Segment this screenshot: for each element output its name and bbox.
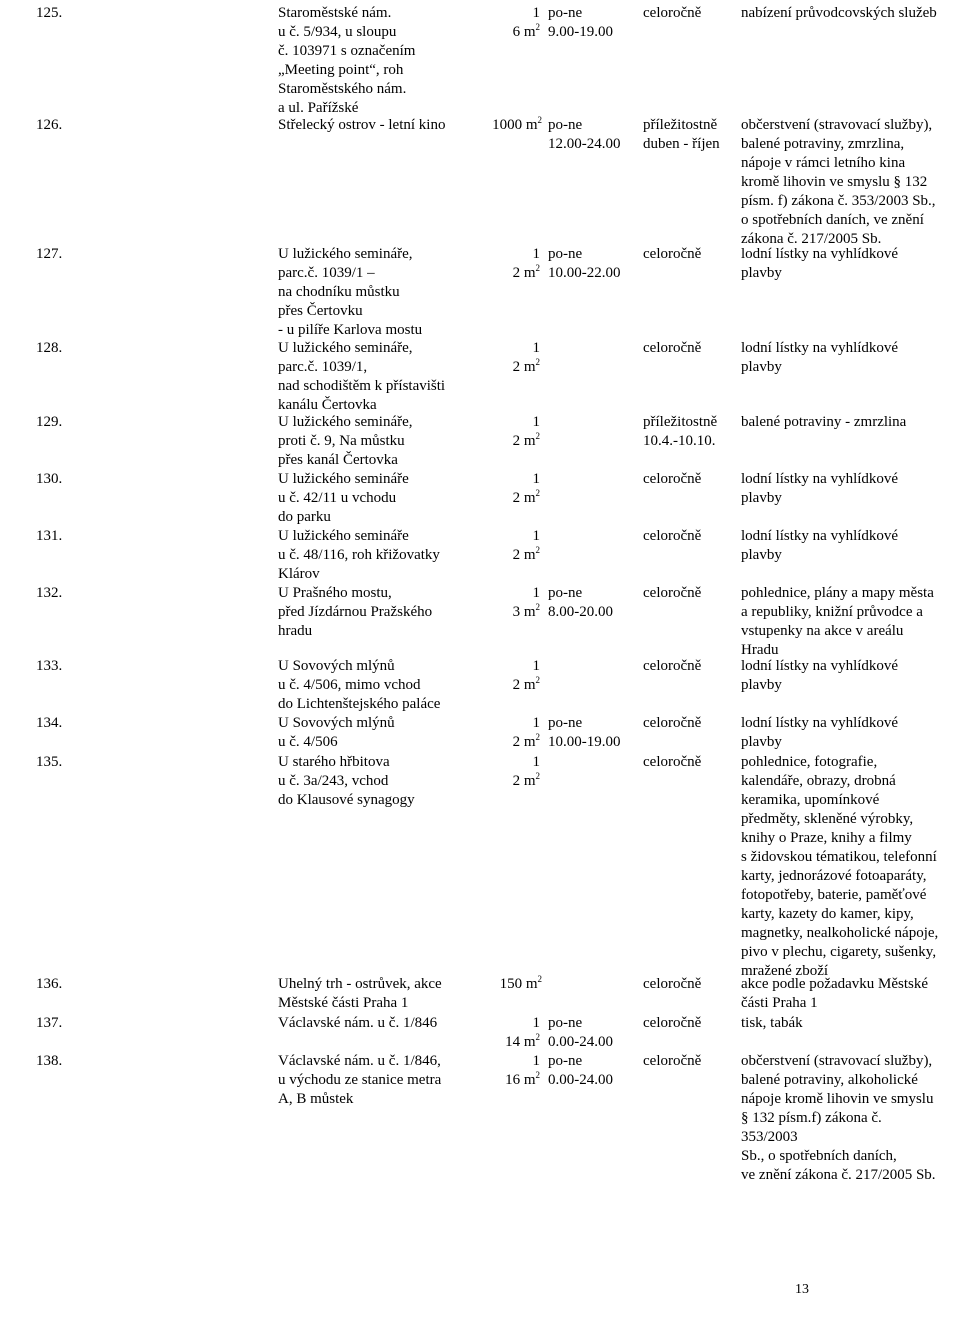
goods-line: knihy o Praze, knihy a filmy xyxy=(741,830,912,846)
goods-line: s židovskou tématikou, telefonní xyxy=(741,849,937,865)
area-cell xyxy=(470,116,542,135)
goods-cell xyxy=(741,339,953,377)
row-number: 129. xyxy=(36,414,63,430)
location-line: Staroměstského nám. xyxy=(278,81,407,97)
time-line: 9.00-19.00 xyxy=(548,24,613,40)
goods-line: plavby xyxy=(741,359,782,375)
page-number: 13 xyxy=(795,1282,809,1297)
location-line: Staroměstské nám. xyxy=(278,5,392,21)
location-line: na chodníku můstku xyxy=(278,284,400,300)
goods-line: balené potraviny, alkoholické xyxy=(741,1072,918,1088)
period-line: celoročně xyxy=(643,976,702,992)
area-exponent: 2 xyxy=(535,771,540,781)
goods-line: 353/2003 xyxy=(741,1129,798,1145)
goods-cell xyxy=(741,657,953,695)
location-line: U lužického semináře, xyxy=(278,414,413,430)
location-line: U lužického semináře, xyxy=(278,246,413,262)
time-line: 10.00-22.00 xyxy=(548,265,621,281)
goods-line: ve znění zákona č. 217/2005 Sb. xyxy=(741,1167,936,1183)
area-cell xyxy=(480,1052,540,1090)
stand-area: 2 $m^2$ xyxy=(512,263,540,281)
area-cell xyxy=(480,339,540,377)
location-line: parc.č. 1039/1 – xyxy=(278,265,375,281)
goods-cell xyxy=(741,470,953,508)
period-cell xyxy=(643,975,733,994)
row-number: 126. xyxy=(36,117,63,133)
time-line: po-ne xyxy=(548,585,583,601)
period-line: celoročně xyxy=(643,585,702,601)
goods-line: § 132 písm.f) zákona č. xyxy=(741,1110,882,1126)
location-line: do Klausové synagogy xyxy=(278,792,415,808)
period-cell xyxy=(643,245,733,264)
time-cell xyxy=(548,245,638,283)
goods-line: občerstvení (stravovací služby), xyxy=(741,117,933,133)
period-cell xyxy=(643,753,733,772)
goods-line: zákona č. 217/2005 Sb. xyxy=(741,231,882,247)
stand-count: 1 xyxy=(532,246,540,262)
location-line: před Jízdárnou Pražského xyxy=(278,604,433,620)
location-line: u východu ze stanice metra xyxy=(278,1072,442,1088)
time-line: po-ne xyxy=(548,1053,583,1069)
row-number: 132. xyxy=(36,585,63,601)
stand-count: 1 xyxy=(532,471,540,487)
row-number: 137. xyxy=(36,1015,63,1031)
goods-line: fotopotřeby, baterie, paměťové xyxy=(741,887,927,903)
stand-area: 150 $m^2$ xyxy=(499,974,542,992)
location-line: A, B můstek xyxy=(278,1091,354,1107)
location-cell xyxy=(278,753,460,810)
location-line: U Prašného mostu, xyxy=(278,585,392,601)
stand-area: 1000 $m^2$ xyxy=(492,115,542,133)
row-number: 128. xyxy=(36,340,63,356)
area-exponent: 2 xyxy=(535,1032,540,1042)
goods-line: plavby xyxy=(741,734,782,750)
period-line: celoročně xyxy=(643,528,702,544)
period-cell xyxy=(643,584,733,603)
goods-line: lodní lístky na vyhlídkové xyxy=(741,528,899,544)
location-cell xyxy=(278,584,460,641)
location-cell xyxy=(278,975,460,1013)
location-cell xyxy=(278,1014,460,1033)
area-cell xyxy=(480,1014,540,1052)
location-cell xyxy=(278,245,460,340)
period-line: příležitostně xyxy=(643,414,718,430)
row-number: 134. xyxy=(36,715,63,731)
goods-line: lodní lístky na vyhlídkové xyxy=(741,658,899,674)
period-line: celoročně xyxy=(643,5,702,21)
area-exponent: 2 xyxy=(535,545,540,555)
location-cell xyxy=(278,4,460,118)
period-cell xyxy=(643,470,733,489)
location-line: Václavské nám. u č. 1/846 xyxy=(278,1015,438,1031)
goods-line: plavby xyxy=(741,490,782,506)
stand-area: 2 $m^2$ xyxy=(512,357,540,375)
location-line: hradu xyxy=(278,623,313,639)
period-cell xyxy=(643,339,733,358)
goods-line: plavby xyxy=(741,265,782,281)
stand-count: 1 xyxy=(532,658,540,674)
area-exponent: 2 xyxy=(535,602,540,612)
row-number: 125. xyxy=(36,5,63,21)
goods-cell xyxy=(741,245,953,283)
location-line: Klárov xyxy=(278,566,320,582)
location-line: U starého hřbitova xyxy=(278,754,390,770)
period-line: celoročně xyxy=(643,471,702,487)
time-cell xyxy=(548,1014,638,1052)
location-line: - u pilíře Karlova mostu xyxy=(278,322,423,338)
row-number: 135. xyxy=(36,754,63,770)
stand-count: 1 xyxy=(532,1015,540,1031)
stand-area: 2 $m^2$ xyxy=(512,732,540,750)
time-cell xyxy=(548,116,638,154)
goods-line: Sb., o spotřebních daních, xyxy=(741,1148,897,1164)
area-cell xyxy=(480,714,540,752)
area-exponent: 2 xyxy=(535,488,540,498)
goods-cell xyxy=(741,116,953,249)
stand-area: 2 $m^2$ xyxy=(512,545,540,563)
location-line: přes kanál Čertovka xyxy=(278,452,398,468)
location-line: Městské části Praha 1 xyxy=(278,995,409,1011)
location-line: U lužického semináře xyxy=(278,528,409,544)
goods-line: balené potraviny - zmrzlina xyxy=(741,414,907,430)
period-cell xyxy=(643,116,733,154)
period-line: celoročně xyxy=(643,340,702,356)
stand-area: 14 $m^2$ xyxy=(505,1032,540,1050)
row-number: 133. xyxy=(36,658,63,674)
time-line: po-ne xyxy=(548,246,583,262)
time-line: po-ne xyxy=(548,5,583,21)
stand-count: 1 xyxy=(532,414,540,430)
location-cell xyxy=(278,339,460,415)
stand-area: 2 $m^2$ xyxy=(512,431,540,449)
period-cell xyxy=(643,413,733,451)
area-cell xyxy=(480,753,540,791)
period-line: celoročně xyxy=(643,658,702,674)
row-number: 131. xyxy=(36,528,63,544)
period-cell xyxy=(643,527,733,546)
area-cell xyxy=(480,245,540,283)
time-cell xyxy=(548,4,638,42)
goods-line: pohlednice, fotografie, xyxy=(741,754,878,770)
time-line: 8.00-20.00 xyxy=(548,604,613,620)
period-line: příležitostně xyxy=(643,117,718,133)
area-exponent: 2 xyxy=(535,675,540,685)
stand-count: 1 xyxy=(532,5,540,21)
stand-count: 1 xyxy=(532,754,540,770)
location-line: č. 103971 s označením xyxy=(278,43,416,59)
goods-cell xyxy=(741,413,953,432)
goods-cell xyxy=(741,753,953,981)
time-line: 10.00-19.00 xyxy=(548,734,621,750)
location-line: kanálu Čertovka xyxy=(278,397,377,413)
goods-line: karty, jednorázové fotoaparáty, xyxy=(741,868,927,884)
time-line: 12.00-24.00 xyxy=(548,136,621,152)
location-line: U Sovových mlýnů xyxy=(278,658,395,674)
goods-line: nabízení průvodcovských služeb xyxy=(741,5,937,21)
goods-line: pohlednice, plány a mapy města xyxy=(741,585,934,601)
goods-line: vstupenky na akce v areálu xyxy=(741,623,904,639)
stand-count: 1 xyxy=(532,1053,540,1069)
stand-area: 2 $m^2$ xyxy=(512,675,540,693)
goods-line: kalendáře, obrazy, drobná xyxy=(741,773,896,789)
goods-line: lodní lístky na vyhlídkové xyxy=(741,715,899,731)
goods-line: tisk, tabák xyxy=(741,1015,803,1031)
location-line: Střelecký ostrov - letní kino xyxy=(278,117,446,133)
goods-line: a republiky, knižní průvodce a xyxy=(741,604,923,620)
location-cell xyxy=(278,470,460,527)
area-exponent: 2 xyxy=(535,263,540,273)
goods-line: balené potraviny, zmrzlina, xyxy=(741,136,905,152)
area-cell xyxy=(470,975,542,994)
goods-cell xyxy=(741,527,953,565)
period-cell xyxy=(643,714,733,733)
location-line: u č. 48/116, roh křižovatky xyxy=(278,547,440,563)
location-cell xyxy=(278,1052,460,1109)
area-exponent: 2 xyxy=(537,115,542,125)
stand-count: 1 xyxy=(532,340,540,356)
stand-area: 16 $m^2$ xyxy=(505,1070,540,1088)
location-line: u č. 3a/243, vchod xyxy=(278,773,389,789)
goods-line: nápoje v rámci letního kina xyxy=(741,155,906,171)
time-cell xyxy=(548,714,638,752)
goods-line: magnetky, nealkoholické nápoje, xyxy=(741,925,939,941)
goods-line: lodní lístky na vyhlídkové xyxy=(741,246,899,262)
goods-line: lodní lístky na vyhlídkové xyxy=(741,471,899,487)
location-cell xyxy=(278,527,460,584)
goods-cell xyxy=(741,584,953,660)
location-line: do Lichtenštejského paláce xyxy=(278,696,441,712)
row-number: 130. xyxy=(36,471,63,487)
location-cell xyxy=(278,116,498,135)
row-number: 138. xyxy=(36,1053,63,1069)
goods-line: písm. f) zákona č. 353/2003 Sb., xyxy=(741,193,936,209)
area-exponent: 2 xyxy=(535,732,540,742)
time-line: po-ne xyxy=(548,117,583,133)
location-line: u č. 4/506 xyxy=(278,734,338,750)
location-line: U Sovových mlýnů xyxy=(278,715,395,731)
goods-line: Hradu xyxy=(741,642,779,658)
location-line: do parku xyxy=(278,509,331,525)
location-cell xyxy=(278,657,460,714)
time-line: 0.00-24.00 xyxy=(548,1034,613,1050)
goods-cell xyxy=(741,1052,953,1185)
time-line: po-ne xyxy=(548,1015,583,1031)
period-line: duben - říjen xyxy=(643,136,720,152)
goods-line: lodní lístky na vyhlídkové xyxy=(741,340,899,356)
location-line: parc.č. 1039/1, xyxy=(278,359,368,375)
goods-line: karty, kazety do kamer, kipy, xyxy=(741,906,914,922)
location-line: u č. 42/11 u vchodu xyxy=(278,490,397,506)
period-line: celoročně xyxy=(643,715,702,731)
location-cell xyxy=(278,413,460,470)
location-line: a ul. Pařížské xyxy=(278,100,359,116)
goods-line: kromě lihovin ve smyslu § 132 xyxy=(741,174,928,190)
area-cell xyxy=(480,657,540,695)
stand-area: 3 $m^2$ xyxy=(512,602,540,620)
time-line: 0.00-24.00 xyxy=(548,1072,613,1088)
location-line: Václavské nám. u č. 1/846, xyxy=(278,1053,441,1069)
stand-count: 1 xyxy=(532,715,540,731)
goods-line: plavby xyxy=(741,547,782,563)
goods-line: pivo v plechu, cigarety, sušenky, xyxy=(741,944,937,960)
location-line: u č. 4/506, mimo vchod xyxy=(278,677,421,693)
location-line: přes Čertovku xyxy=(278,303,363,319)
goods-cell xyxy=(741,1014,953,1033)
goods-line: plavby xyxy=(741,677,782,693)
area-exponent: 2 xyxy=(535,357,540,367)
area-cell xyxy=(480,413,540,451)
area-cell xyxy=(480,527,540,565)
goods-line: občerstvení (stravovací služby), xyxy=(741,1053,933,1069)
goods-line: nápoje kromě lihovin ve smyslu xyxy=(741,1091,934,1107)
period-line: celoročně xyxy=(643,1015,702,1031)
location-cell xyxy=(278,714,460,752)
area-exponent: 2 xyxy=(535,22,540,32)
goods-line: části Praha 1 xyxy=(741,995,818,1011)
area-exponent: 2 xyxy=(537,974,542,984)
area-cell xyxy=(480,470,540,508)
goods-cell xyxy=(741,4,953,23)
goods-line: předměty, skleněné výrobky, xyxy=(741,811,914,827)
area-cell xyxy=(480,584,540,622)
stand-count: 1 xyxy=(532,585,540,601)
location-line: nad schodištěm k přístavišti xyxy=(278,378,446,394)
location-line: „Meeting point“, roh xyxy=(278,62,404,78)
period-line: 10.4.-10.10. xyxy=(643,433,716,449)
stand-area: 6 $m^2$ xyxy=(512,22,540,40)
period-line: celoročně xyxy=(643,1053,702,1069)
goods-cell xyxy=(741,975,953,1013)
time-cell xyxy=(548,1052,638,1090)
time-line: po-ne xyxy=(548,715,583,731)
period-cell xyxy=(643,657,733,676)
area-cell xyxy=(480,4,540,42)
location-line: proti č. 9, Na můstku xyxy=(278,433,405,449)
goods-line: mražené zboží xyxy=(741,963,829,979)
period-cell xyxy=(643,4,733,23)
location-line: U lužického semináře xyxy=(278,471,409,487)
goods-line: akce podle požadavku Městské xyxy=(741,976,929,992)
goods-line: keramika, upomínkové xyxy=(741,792,880,808)
period-line: celoročně xyxy=(643,246,702,262)
stand-area: 2 $m^2$ xyxy=(512,488,540,506)
goods-cell xyxy=(741,714,953,752)
period-line: celoročně xyxy=(643,754,702,770)
area-exponent: 2 xyxy=(535,1070,540,1080)
row-number: 136. xyxy=(36,976,63,992)
stand-count: 1 xyxy=(532,528,540,544)
location-line: u č. 5/934, u sloupu xyxy=(278,24,397,40)
period-cell xyxy=(643,1052,733,1071)
location-line: Uhelný trh - ostrůvek, akce xyxy=(278,976,442,992)
location-line: U lužického semináře, xyxy=(278,340,413,356)
period-cell xyxy=(643,1014,733,1033)
area-exponent: 2 xyxy=(535,431,540,441)
goods-line: o spotřebních daních, ve znění xyxy=(741,212,924,228)
stand-area: 2 $m^2$ xyxy=(512,771,540,789)
row-number: 127. xyxy=(36,246,63,262)
time-cell xyxy=(548,584,638,622)
